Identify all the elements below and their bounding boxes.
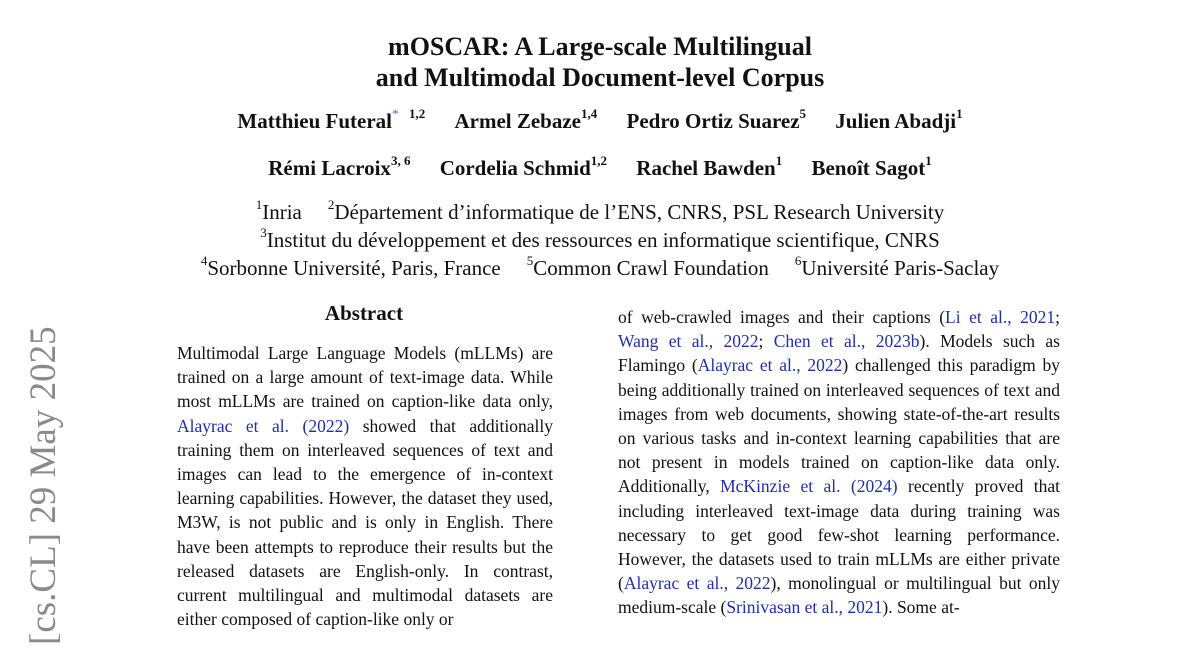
citation-link[interactable]: McKinzie et al. (2024) (720, 476, 898, 497)
author (811, 153, 932, 180)
affiliation-sup: 6 (794, 253, 802, 268)
author (626, 106, 807, 133)
affiliation: Département d’informatique de l’ENS, CNRS, PSL Research University (334, 200, 945, 224)
author-row-1 (0, 106, 1200, 134)
affiliation-sup: 1 (255, 197, 263, 212)
citation-link[interactable]: Wang et al., 2022 (618, 331, 759, 352)
author (237, 106, 426, 133)
author-affil-sup: 5 (799, 106, 807, 121)
arxiv-margin-stamp (22, 326, 82, 655)
author-name: Benoît Sagot (811, 156, 926, 180)
citation-link[interactable]: Alayrac et al., 2022 (697, 355, 843, 376)
author (454, 106, 598, 133)
body-text: ; (1055, 307, 1061, 327)
corresponding-author-mark[interactable]: * (391, 106, 399, 121)
affiliation-sup: 5 (526, 253, 534, 268)
abstract-body (177, 341, 553, 631)
citation-link[interactable]: Alayrac et al., 2022 (623, 573, 771, 594)
abstract-heading: Abstract (324, 301, 404, 325)
abstract-text: showed that additionally training them on interleaved sequences of text and images can lead to the emergence of in-context learning capabilities. However, the dataset they used, M3W, is not public and is only in English. There have been attempts to reproduce their results but the released datasets are English-only. In contrast, current multilingual and multimodal datasets are either composed of caption-like only or (177, 415, 553, 630)
author-name: Cordelia Schmid (439, 156, 591, 180)
author-affil-sup: 1 (775, 153, 783, 168)
citation-link[interactable]: Chen et al., 2023b (773, 331, 920, 352)
body-text: of web-crawled images and their captions ( (618, 307, 946, 327)
affiliation-line-3 (0, 253, 1200, 281)
author-affil-sup: 3, 6 (390, 153, 411, 168)
body-text: ). Some at- (882, 597, 960, 618)
author-row-2 (0, 153, 1200, 181)
introduction-column (618, 305, 1060, 620)
body-text: ) challenged this paradigm by being additionally trained on interleaved sequences of text and images from web documents, showing state-of-the-art results on various tasks and in-context learning capabilities that are not present in models trained on caption-like data only. Additionally, (618, 355, 1060, 497)
affiliation-sup: 3 (260, 225, 267, 240)
citation-link[interactable]: Srinivasan et al., 2021 (726, 597, 883, 618)
affiliation-sup: 4 (200, 253, 208, 268)
affiliation: Sorbonne Université, Paris, France (207, 256, 501, 280)
affiliation: Université Paris-Saclay (801, 256, 1000, 280)
author-name: Armel Zebaze (454, 109, 582, 133)
body-text: ). Models such as Flamingo ( (618, 331, 1060, 376)
citation-link[interactable]: Li et al., 2021 (945, 307, 1056, 327)
author-name: Pedro Ortiz Suarez (626, 109, 800, 133)
body-text: recently proved that including interleaved text-image data during training was necessary to get good few-shot learning performance. However, the datasets used to train mLLMs are either private ( (618, 476, 1060, 594)
author-affil-sup: 1,2 (408, 106, 426, 121)
author-affil-sup: 1,2 (590, 153, 608, 168)
author-name: Rachel Bawden (636, 156, 776, 180)
author (439, 153, 608, 180)
author (268, 153, 411, 180)
author-affil-sup: 1,4 (581, 106, 598, 121)
affiliation: Inria (262, 200, 302, 224)
affiliation: Common Crawl Foundation (533, 256, 769, 280)
author-name: Julien Abadji (835, 109, 957, 133)
author-name: Matthieu Futeral (237, 109, 392, 133)
body-text: ; (758, 331, 774, 352)
author (835, 106, 963, 133)
affiliation-sup: 2 (327, 197, 335, 212)
author-affil-sup: 1 (925, 153, 932, 168)
affiliation-line-1 (0, 197, 1200, 225)
affiliation: Institut du développement et des ressources en informatique scientifique, CNRS (266, 228, 940, 252)
paper-title-line-2: and Multimodal Document-level Corpus (375, 63, 825, 92)
arxiv-stamp-text: [cs.CL] 29 May 2025 (23, 326, 64, 645)
abstract-text: Multimodal Large Language Models (mLLMs) are trained on a large amount of text-image data. While most mLLMs are trained on caption-like data only, (177, 343, 553, 412)
author-name: Rémi Lacroix (268, 156, 391, 180)
author (636, 153, 783, 180)
paper-title-line-1: mOSCAR: A Large-scale Multilingual (388, 32, 812, 61)
body-text: ), monolingual or multilingual but only medium-scale ( (618, 573, 1060, 618)
citation-link[interactable]: Alayrac et al. (2022) (177, 415, 350, 436)
affiliation-line-2 (0, 225, 1200, 253)
author-affil-sup: 1 (956, 106, 963, 121)
